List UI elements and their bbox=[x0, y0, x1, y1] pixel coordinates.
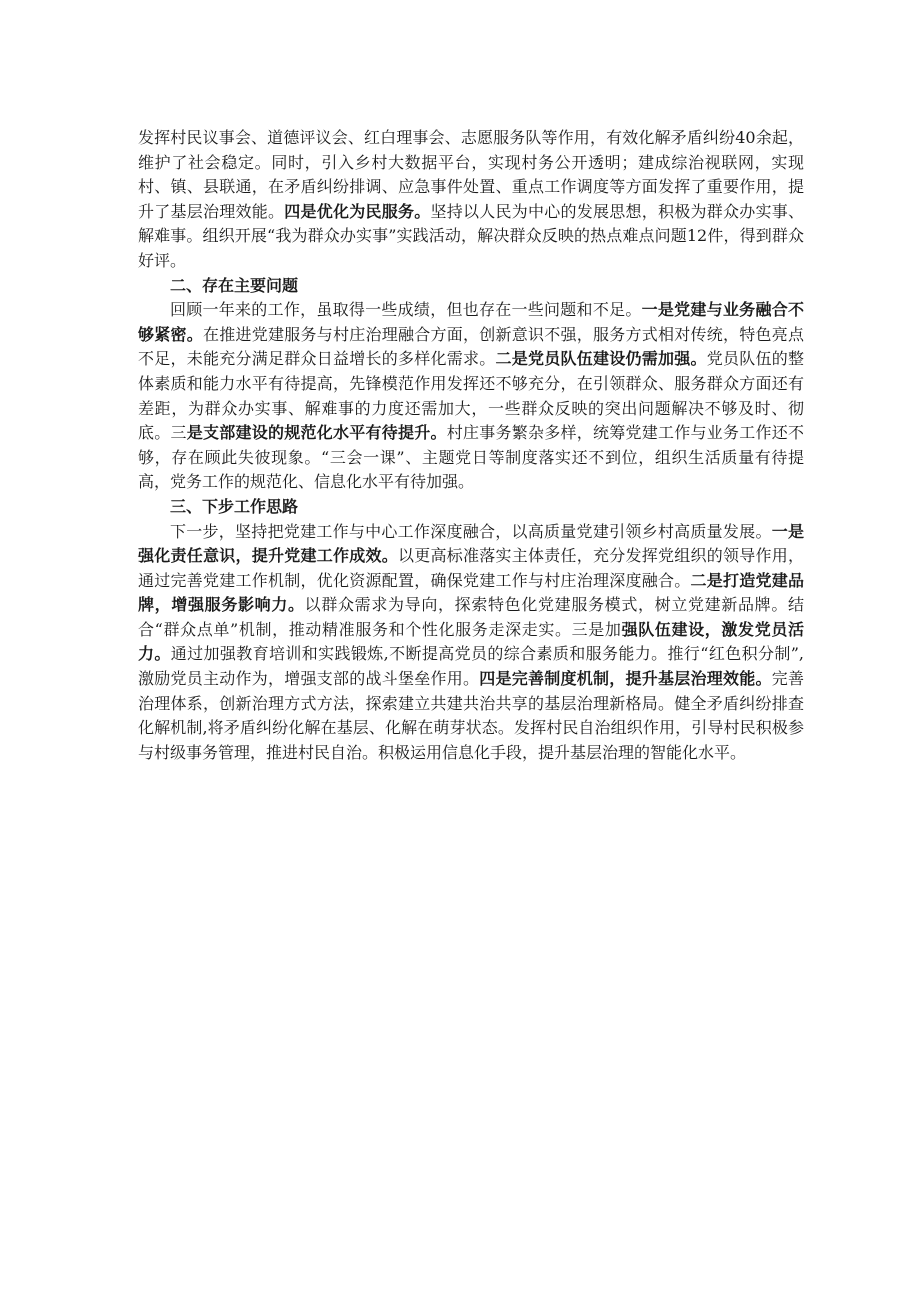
s3-bold-2: 二是打造党建品牌，增强服务影响力。 bbox=[138, 570, 804, 615]
section3-paragraph bbox=[138, 520, 804, 766]
s3-bold-1: 一是强化责任意识，提升党建工作成效。 bbox=[138, 521, 804, 566]
intro-text-1: 发挥村民议事会、道德评议会、红白理事会、志愿服务队等作用，有效化解矛盾纠纷40余起，维护了社会稳定。同时，引入乡村大数据平台，实现村务公开透明；建成综治视联网，实现村、镇、县联通，在矛盾纠纷排调、应急事件处置、重点工作调度等方面发挥了重要作用，提升了基层治理效能。 bbox=[138, 128, 804, 221]
s2-text-2: 在推进党建服务与村庄治理融合方面，创新意识不强，服务方式相对传统，特色亮点不足，未能充分满足群众日益增长的多样化需求。 bbox=[138, 324, 804, 369]
s3-text-4: 通过加强教育培训和实践锻炼,不断提高党员的综合素质和服务能力。推行“红色积分制”,激励党员主动作为，增强支部的战斗堡垒作用。 bbox=[138, 644, 804, 689]
s2-text-3: 党员队伍的整体素质和能力水平有待提高，先锋模范作用发挥还不够充分，在引领群众、服务群众方面还有差距，为群众办实事、解难事的力度还需加大，一些群众反映的突出问题解决不够及时、彻底。三 bbox=[138, 349, 804, 443]
s2-text-4: 村庄事务繁杂多样，统筹党建工作与业务工作还不够，存在顾此失彼现象。“三会一课”、主题党日等制度落实还不到位，组织生活质量有待提高，党务工作的规范化、信息化水平有待加强。 bbox=[138, 423, 804, 492]
paragraph-intro bbox=[138, 126, 804, 274]
s2-bold-1: 一是党建与业务融合不够紧密。 bbox=[138, 300, 804, 344]
section2-paragraph bbox=[138, 298, 804, 495]
s2-bold-2: 二是党员队伍建设仍需加强。 bbox=[495, 349, 707, 369]
intro-text-2: 坚持以人民为中心的发展思想，积极为群众办实事、解难事。组织开展“我为群众办实事”实践活动，解决群众反映的热点难点问题12件，得到群众好评。 bbox=[138, 201, 804, 270]
section3-heading: 三、下步工作思路 bbox=[170, 496, 299, 516]
section2-heading: 二、存在主要问题 bbox=[170, 275, 299, 295]
document-body bbox=[138, 126, 804, 765]
s3-text-1: 下一步，坚持把党建工作与中心工作深度融合，以高质量党建引领乡村高质量发展。 bbox=[170, 521, 772, 541]
s2-text-1: 回顾一年来的工作，虽取得一些成绩，但也存在一些问题和不足。 bbox=[170, 300, 642, 320]
s3-bold-4: 四是完善制度机制，提升基层治理效能。 bbox=[479, 669, 772, 689]
s2-bold-3: 是支部建设的规范化水平有待提升。 bbox=[186, 423, 447, 443]
s3-text-5: 完善治理体系，创新治理方式方法，探索建立共建共治共享的基层治理新格局。健全矛盾纠纷排查化解机制,将矛盾纠纷化解在基层、化解在萌芽状态。发挥村民自治组织作用，引导村民积极参与村级事务管理，推进村民自治。积极运用信息化手段，提升基层治理的智能化水平。 bbox=[138, 669, 804, 762]
s3-bold-3: 强队伍建设，激发党员活力。 bbox=[138, 619, 804, 664]
intro-bold-1: 四是优化为民服务。 bbox=[284, 201, 431, 221]
s3-text-2: 以更高标准落实主体责任，充分发挥党组织的领导作用，通过完善党建工作机制，优化资源配置，确保党建工作与村庄治理深度融合。 bbox=[138, 546, 804, 590]
s3-text-3: 以群众需求为导向，探索特色化党建服务模式，树立党建新品牌。结合“群众点单”机制，推动精准服务和个性化服务走深走实。三是加 bbox=[138, 595, 804, 639]
